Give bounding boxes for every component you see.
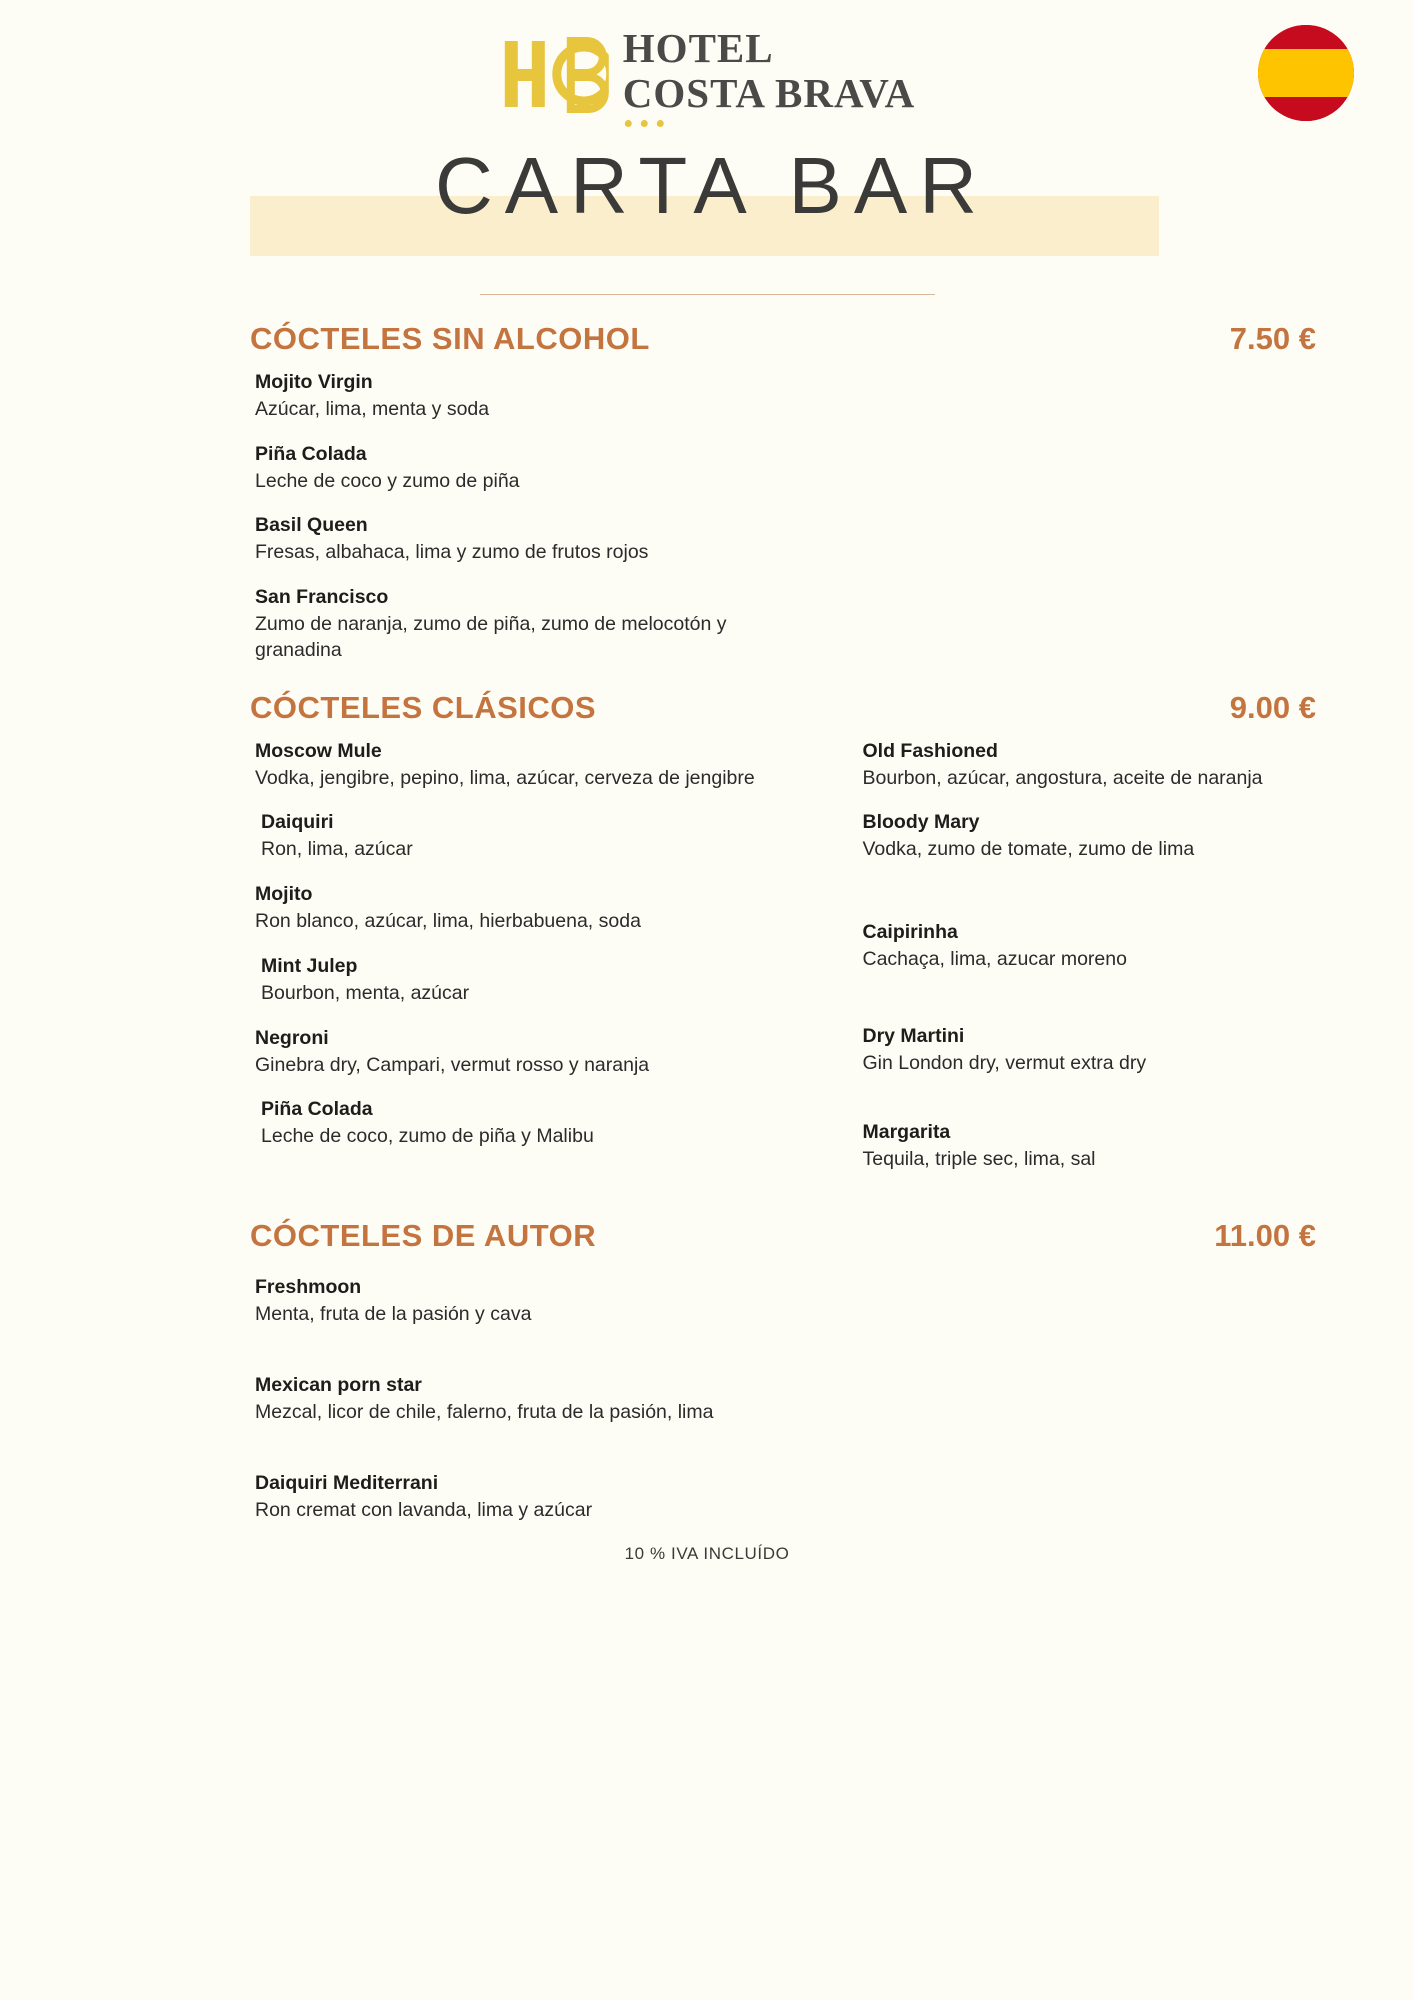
item-description: Leche de coco y zumo de piña: [255, 469, 520, 492]
hotel-logo-line1: HOTEL: [622, 25, 774, 71]
list-item: [255, 1027, 785, 1079]
section-title: CÓCTELES DE AUTOR: [250, 1218, 597, 1254]
item-description: Ron cremat con lavanda, lima y azúcar: [255, 1498, 593, 1521]
section-title: CÓCTELES SIN ALCOHOL: [250, 321, 650, 356]
item-name: Mojito: [255, 883, 313, 906]
list-item: [255, 1374, 1314, 1426]
item-name: Basil Queen: [255, 514, 368, 537]
item-description: Cachaça, lima, azucar moreno: [862, 948, 1127, 971]
list-item: [863, 1121, 1315, 1173]
item-name: Bloody Mary: [862, 811, 980, 834]
item-description: Bourbon, menta, azúcar: [261, 981, 470, 1004]
item-description: Ron, lima, azúcar: [261, 838, 413, 861]
list-item: [255, 955, 785, 1007]
item-name: Old Fashioned: [862, 739, 998, 762]
list-item: [255, 1098, 785, 1150]
list-item: [863, 1025, 1315, 1077]
item-name: Mexican porn star: [255, 1374, 422, 1397]
item-name: Daiquiri: [261, 811, 334, 834]
hotel-logo-line2: COSTA BRAVA: [622, 70, 916, 116]
menu-column-left: [255, 740, 785, 1193]
list-item: [255, 586, 1314, 663]
menu-item-list: [70, 1276, 1344, 1523]
title-divider: [480, 294, 935, 295]
item-description: Menta, fruta de la pasión y cava: [255, 1303, 532, 1326]
item-name: Daiquiri Mediterrani: [255, 1471, 439, 1494]
section-cocteles-clasicos: [70, 690, 1344, 1193]
menu-column-right: [785, 740, 1315, 1193]
list-item: [255, 740, 785, 792]
item-name: Margarita: [862, 1120, 951, 1143]
item-description: Tequila, triple sec, lima, sal: [862, 1147, 1096, 1170]
item-description: Leche de coco, zumo de piña y Malibu: [261, 1125, 594, 1148]
item-description: Vodka, jengibre, pepino, lima, azúcar, cerveza de jengibre: [255, 766, 755, 789]
item-name: Freshmoon: [255, 1276, 362, 1299]
list-item: [255, 514, 1314, 566]
list-item: [863, 811, 1315, 863]
item-description: Ginebra dry, Campari, vermut rosso y naranja: [255, 1053, 650, 1076]
item-name: Caipirinha: [862, 921, 958, 944]
page-header: [0, 0, 1414, 130]
item-name: Piña Colada: [255, 442, 367, 465]
hotel-logo: [499, 25, 916, 127]
item-description: Fresas, albahaca, lima y zumo de frutos rojos: [255, 541, 649, 564]
item-name: Moscow Mule: [255, 739, 382, 762]
item-description: Zumo de naranja, zumo de piña, zumo de melocotón y granadina: [255, 613, 727, 661]
section-price: 11.00 €: [1214, 1218, 1316, 1254]
hcb-monogram-icon: [499, 35, 609, 121]
section-cocteles-de-autor: [70, 1218, 1344, 1523]
section-title: CÓCTELES CLÁSICOS: [250, 689, 597, 725]
item-name: San Francisco: [255, 586, 389, 609]
section-header: [70, 1218, 1344, 1254]
item-description: Vodka, zumo de tomate, zumo de lima: [862, 838, 1195, 861]
list-item: [863, 740, 1315, 792]
list-item: [863, 921, 1315, 973]
logo-dots-decoration: [623, 120, 915, 127]
list-item: [255, 1276, 1314, 1328]
section-header: [70, 690, 1344, 726]
list-item: [255, 811, 785, 863]
spain-flag-icon: [1258, 25, 1354, 121]
page-title: CARTA BAR: [434, 141, 990, 230]
section-header: [70, 321, 1344, 357]
item-description: Gin London dry, vermut extra dry: [862, 1051, 1147, 1074]
list-item: [255, 443, 1314, 495]
menu-content: [0, 321, 1414, 1524]
section-price: 9.00 €: [1229, 689, 1316, 725]
list-item: [255, 1472, 1314, 1524]
item-name: Piña Colada: [261, 1098, 373, 1121]
item-name: Negroni: [255, 1026, 329, 1049]
item-description: Mezcal, licor de chile, falerno, fruta de la pasión, lima: [255, 1401, 714, 1424]
item-description: Bourbon, azúcar, angostura, aceite de naranja: [862, 766, 1263, 789]
title-block: [0, 141, 1414, 264]
section-price: 7.50 €: [1229, 321, 1316, 356]
hotel-logo-text: [622, 25, 916, 127]
tax-note: 10 % IVA INCLUÍDO: [624, 1543, 790, 1563]
item-description: Azúcar, lima, menta y soda: [255, 398, 490, 420]
item-name: Mint Julep: [261, 954, 358, 977]
menu-item-list: [70, 740, 1344, 1193]
list-item: [255, 371, 1314, 423]
list-item: [255, 883, 785, 935]
item-description: Ron blanco, azúcar, lima, hierbabuena, soda: [255, 910, 641, 933]
item-name: Mojito Virgin: [255, 371, 373, 393]
section-cocteles-sin-alcohol: [70, 321, 1344, 664]
item-name: Dry Martini: [862, 1024, 965, 1047]
menu-item-list: [70, 371, 1344, 664]
